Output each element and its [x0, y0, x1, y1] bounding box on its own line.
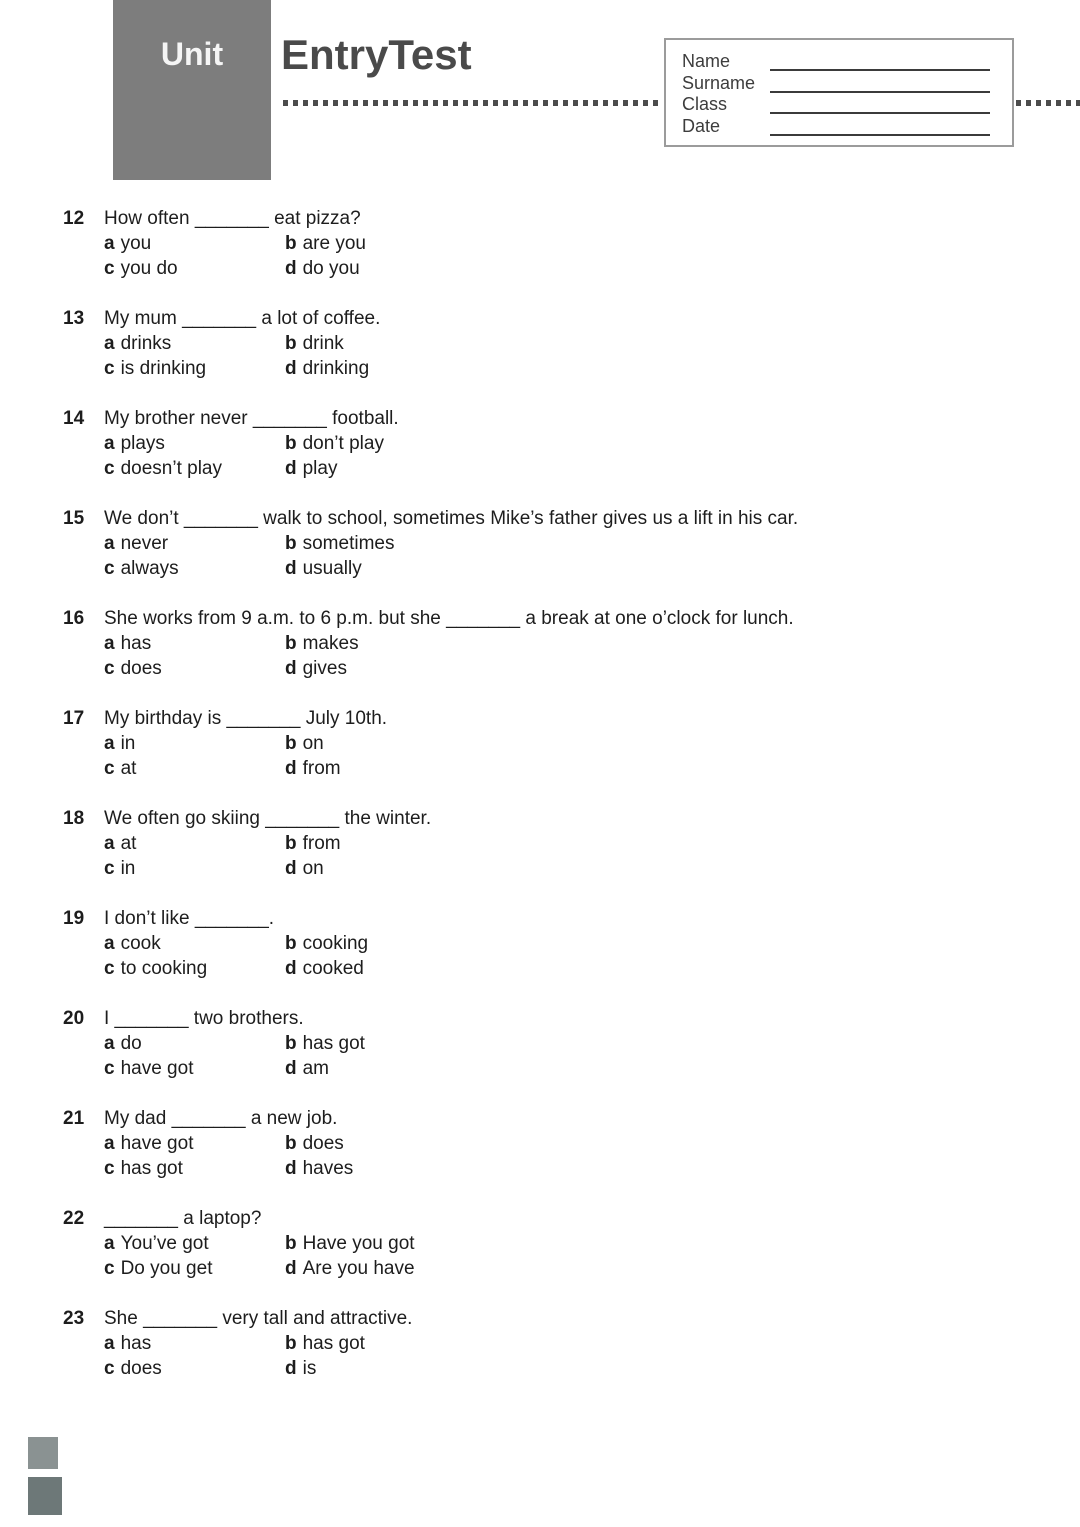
option-text: have got: [120, 1133, 194, 1154]
option-text: am: [302, 1058, 330, 1079]
option-letter: c: [104, 658, 115, 679]
option-c: [104, 956, 285, 981]
option-b: [285, 531, 394, 556]
option-letter: a: [104, 833, 115, 854]
option-d: [285, 956, 364, 981]
question-block: [0, 1006, 1080, 1081]
option-letter: d: [285, 958, 297, 979]
option-text: You’ve got: [120, 1233, 209, 1254]
question-block: [0, 906, 1080, 981]
option-text: do: [120, 1033, 142, 1054]
footer-tab-square: [28, 1477, 62, 1515]
option-letter: c: [104, 1158, 115, 1179]
option-letter: a: [104, 1333, 115, 1354]
dotted-divider-right: [1016, 100, 1080, 106]
option-letter: d: [285, 258, 297, 279]
write-in-line[interactable]: [770, 115, 990, 136]
option-text: sometimes: [302, 533, 395, 554]
option-text: don’t play: [302, 433, 384, 454]
option-text: from: [302, 833, 341, 854]
option-text: plays: [120, 433, 165, 454]
write-in-line[interactable]: [770, 72, 990, 93]
option-d: [285, 256, 360, 281]
option-text: cooked: [302, 958, 364, 979]
option-b: [285, 331, 344, 356]
student-info-box: [664, 38, 1014, 147]
option-a: [104, 931, 285, 956]
question-number: 15: [63, 508, 85, 529]
option-a: [104, 531, 285, 556]
field-label: Class: [682, 94, 728, 115]
question-text: I don’t like _______.: [104, 908, 275, 929]
option-letter: b: [285, 433, 297, 454]
option-letter: d: [285, 458, 297, 479]
question-number: 14: [63, 408, 85, 429]
option-letter: a: [104, 1133, 115, 1154]
unit-badge: [113, 0, 271, 180]
option-text: does: [120, 658, 162, 679]
option-a: [104, 331, 285, 356]
option-text: you do: [120, 258, 178, 279]
option-text: are you: [302, 233, 366, 254]
option-d: [285, 656, 347, 681]
write-in-line[interactable]: [770, 50, 990, 71]
option-text: always: [120, 558, 179, 579]
option-letter: b: [285, 1033, 297, 1054]
question-block: [0, 506, 1080, 581]
option-a: [104, 431, 285, 456]
option-b: [285, 1231, 415, 1256]
option-letter: a: [104, 733, 115, 754]
option-text: drinking: [302, 358, 370, 379]
option-text: gives: [302, 658, 347, 679]
option-letter: a: [104, 1233, 115, 1254]
question-block: [0, 406, 1080, 481]
option-letter: b: [285, 333, 297, 354]
option-letter: d: [285, 558, 297, 579]
option-letter: b: [285, 933, 297, 954]
option-c: [104, 1356, 285, 1381]
option-b: [285, 831, 341, 856]
question-number: 23: [63, 1308, 85, 1329]
question-text: I _______ two brothers.: [104, 1008, 304, 1029]
question-text: She works from 9 a.m. to 6 p.m. but she _______ a break at one o’clock for lunch.: [104, 608, 794, 629]
option-letter: d: [285, 1358, 297, 1379]
option-text: in: [120, 858, 136, 879]
option-b: [285, 631, 359, 656]
option-d: [285, 456, 337, 481]
dotted-divider-left: [283, 100, 661, 106]
question-block: [0, 1206, 1080, 1281]
option-letter: b: [285, 1133, 297, 1154]
option-letter: c: [104, 1358, 115, 1379]
option-c: [104, 756, 285, 781]
option-text: is drinking: [120, 358, 207, 379]
option-a: [104, 831, 285, 856]
option-text: play: [302, 458, 338, 479]
option-letter: c: [104, 558, 115, 579]
option-letter: a: [104, 233, 115, 254]
option-text: on: [302, 858, 324, 879]
question-number: 18: [63, 808, 85, 829]
option-text: haves: [302, 1158, 354, 1179]
option-text: usually: [302, 558, 362, 579]
option-a: [104, 1231, 285, 1256]
option-a: [104, 731, 285, 756]
option-letter: d: [285, 758, 297, 779]
option-b: [285, 731, 324, 756]
option-d: [285, 856, 324, 881]
option-text: have got: [120, 1058, 194, 1079]
question-text: We often go skiing _______ the winter.: [104, 808, 432, 829]
question-text: We don’t _______ walk to school, sometimes Mike’s father gives us a lift in his car.: [104, 508, 799, 529]
option-b: [285, 1031, 365, 1056]
option-letter: c: [104, 958, 115, 979]
option-letter: b: [285, 1333, 297, 1354]
question-number: 12: [63, 208, 85, 229]
option-a: [104, 1331, 285, 1356]
option-text: Have you got: [302, 1233, 415, 1254]
option-text: does: [302, 1133, 344, 1154]
option-letter: a: [104, 933, 115, 954]
option-letter: b: [285, 233, 297, 254]
field-label: Date: [682, 115, 721, 136]
option-letter: a: [104, 333, 115, 354]
option-text: has got: [302, 1333, 365, 1354]
question-block: [0, 206, 1080, 281]
option-d: [285, 1056, 329, 1081]
option-letter: c: [104, 758, 115, 779]
option-letter: d: [285, 1058, 297, 1079]
question-block: [0, 706, 1080, 781]
option-text: has got: [120, 1158, 183, 1179]
question-number: 19: [63, 908, 85, 929]
footer-tab-square: [28, 1437, 58, 1469]
option-c: [104, 556, 285, 581]
option-text: has: [120, 1333, 152, 1354]
question-text: My brother never _______ football.: [104, 408, 399, 429]
question-block: [0, 306, 1080, 381]
option-letter: c: [104, 258, 115, 279]
option-text: doesn’t play: [120, 458, 222, 479]
option-text: is: [302, 1358, 317, 1379]
option-c: [104, 856, 285, 881]
question-number: 13: [63, 308, 85, 329]
option-c: [104, 1256, 285, 1281]
option-text: does: [120, 1358, 162, 1379]
question-text: She _______ very tall and attractive.: [104, 1308, 413, 1329]
option-a: [104, 231, 285, 256]
option-c: [104, 356, 285, 381]
option-d: [285, 556, 362, 581]
field-label: Name: [682, 51, 731, 71]
questions-list: [0, 206, 1080, 1406]
question-block: [0, 806, 1080, 881]
option-text: do you: [302, 258, 360, 279]
option-text: at: [120, 758, 137, 779]
student-info-row: [682, 50, 1012, 71]
question-text: My dad _______ a new job.: [104, 1108, 338, 1129]
option-letter: a: [104, 433, 115, 454]
option-text: on: [302, 733, 324, 754]
question-number: 22: [63, 1208, 85, 1229]
option-letter: d: [285, 858, 297, 879]
option-c: [104, 256, 285, 281]
question-text: _______ a laptop?: [104, 1208, 262, 1229]
question-block: [0, 606, 1080, 681]
option-text: drink: [302, 333, 344, 354]
student-info-row: [682, 93, 1012, 114]
option-a: [104, 631, 285, 656]
option-text: Are you have: [302, 1258, 415, 1279]
option-text: in: [120, 733, 136, 754]
option-letter: a: [104, 633, 115, 654]
option-b: [285, 1331, 365, 1356]
option-text: at: [120, 833, 137, 854]
option-letter: d: [285, 1158, 297, 1179]
option-letter: b: [285, 633, 297, 654]
option-d: [285, 1256, 415, 1281]
option-text: drinks: [120, 333, 172, 354]
field-label: Surname: [682, 72, 756, 93]
option-text: you: [120, 233, 152, 254]
option-letter: b: [285, 533, 297, 554]
option-c: [104, 1156, 285, 1181]
option-b: [285, 431, 384, 456]
question-number: 16: [63, 608, 85, 629]
option-text: makes: [302, 633, 359, 654]
option-letter: d: [285, 358, 297, 379]
question-number: 17: [63, 708, 85, 729]
option-a: [104, 1131, 285, 1156]
option-letter: c: [104, 858, 115, 879]
unit-label: Unit: [160, 36, 224, 72]
question-block: [0, 1106, 1080, 1181]
question-number: 21: [63, 1108, 85, 1129]
option-letter: a: [104, 533, 115, 554]
option-letter: b: [285, 1233, 297, 1254]
option-text: has got: [302, 1033, 365, 1054]
option-text: never: [120, 533, 169, 554]
option-c: [104, 1056, 285, 1081]
option-text: cook: [120, 933, 161, 954]
option-d: [285, 756, 341, 781]
question-text: My birthday is _______ July 10th.: [104, 708, 388, 729]
option-text: has: [120, 633, 152, 654]
option-c: [104, 456, 285, 481]
option-d: [285, 1356, 316, 1381]
option-d: [285, 356, 369, 381]
option-b: [285, 931, 368, 956]
student-info-row: [682, 115, 1012, 136]
option-d: [285, 1156, 353, 1181]
option-letter: d: [285, 1258, 297, 1279]
option-letter: c: [104, 1258, 115, 1279]
question-text: My mum _______ a lot of coffee.: [104, 308, 381, 329]
option-letter: b: [285, 733, 297, 754]
option-b: [285, 231, 366, 256]
question-text: How often _______ eat pizza?: [104, 208, 361, 229]
option-text: cooking: [302, 933, 369, 954]
option-letter: c: [104, 458, 115, 479]
option-text: Do you get: [120, 1258, 213, 1279]
option-text: to cooking: [120, 958, 208, 979]
question-block: [0, 1306, 1080, 1381]
student-info-row: [682, 72, 1012, 93]
option-letter: b: [285, 833, 297, 854]
write-in-line[interactable]: [770, 93, 990, 114]
option-letter: c: [104, 358, 115, 379]
option-b: [285, 1131, 344, 1156]
option-text: from: [302, 758, 341, 779]
option-c: [104, 656, 285, 681]
question-number: 20: [63, 1008, 85, 1029]
option-a: [104, 1031, 285, 1056]
option-letter: c: [104, 1058, 115, 1079]
option-letter: a: [104, 1033, 115, 1054]
option-letter: d: [285, 658, 297, 679]
page-title: EntryTest: [281, 31, 472, 78]
